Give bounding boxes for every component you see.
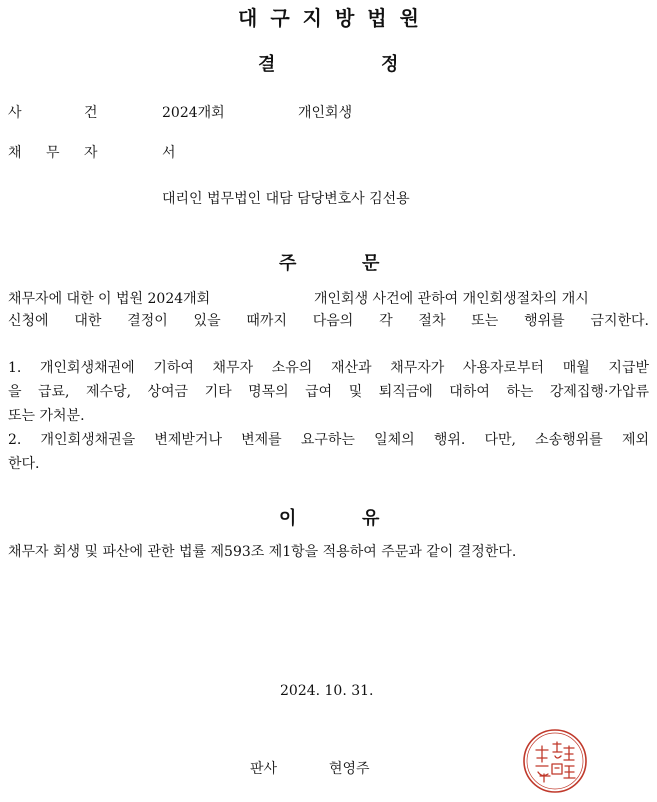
judge-name: 현영주 (329, 761, 370, 777)
doc-type-left: 결 (258, 54, 276, 75)
reason-text: 채무자 회생 및 파산에 관한 법률 제593조 제1항을 적용하여 주문과 같이 결정한다. (8, 544, 517, 560)
debtor-label-char-1: 채 (8, 145, 22, 161)
order-heading-left: 주 (279, 253, 297, 274)
debtor-label-char-3: 자 (84, 145, 98, 161)
debtor-label-char-2: 무 (46, 145, 60, 161)
order-item2-line2: 한다. (8, 456, 40, 472)
case-label-char-2: 건 (84, 105, 98, 121)
case-name: 개인회생 (298, 105, 353, 121)
reason-heading-right: 유 (362, 508, 380, 529)
doc-type-right: 정 (381, 54, 399, 75)
debtor-agent: 대리인 법무법인 대담 담당변호사 김선용 (162, 191, 410, 207)
order-item1-line3: 또는 가처분. (8, 408, 85, 424)
case-number: 2024개회 (162, 105, 225, 121)
reason-heading-left: 이 (279, 508, 297, 529)
decision-date: 2024. 10. 31. (280, 683, 374, 699)
court-name: 대구지방법원 (238, 6, 432, 30)
order-item1-line2: 을 급료, 제수당, 상여금 기타 명목의 급여 및 퇴직금에 대하여 하는 강제집행·가압류 (8, 384, 649, 400)
order-intro-line1-a: 채무자에 대한 이 법원 2024개회 (8, 291, 211, 307)
judge-title: 판사 (250, 761, 278, 777)
order-item2-line1: 2. 개인회생채권을 변제받거나 변제를 요구하는 일체의 행위. 다만, 소송행위를 제외 (8, 432, 649, 448)
order-item1-line1: 1. 개인회생채권에 기하여 채무자 소유의 재산과 채무자가 사용자로부터 매월 지급받 (8, 360, 649, 376)
case-label-char-1: 사 (8, 105, 22, 121)
order-intro-line1-b: 개인회생 사건에 관하여 개인회생절차의 개시 (314, 291, 589, 307)
court-seal-icon (522, 728, 588, 794)
order-heading-right: 문 (362, 253, 380, 274)
debtor-name: 서 (162, 145, 176, 161)
order-intro-line2: 신청에 대한 결정이 있을 때까지 다음의 각 절차 또는 행위를 금지한다. (8, 313, 649, 329)
